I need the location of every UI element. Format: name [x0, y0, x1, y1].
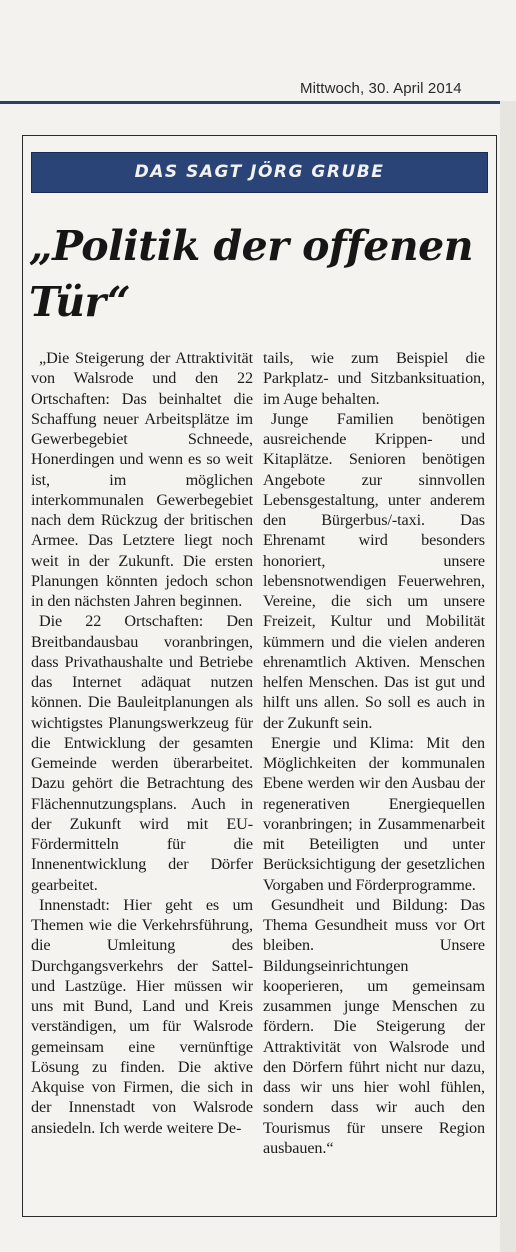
paragraph: „Die Steigerung der Attraktivität von Walsrode und den 22 Ortschaften: Das beinhaltet die Schaffung neuer Arbeitsplätze im Gewerbegebiet Schneede, Honerdingen und wenn es so weit ist, im möglichen interkommunalen Gewerbegebiet nach dem Rückzug der britischen Armee. Das Letztere liegt noch weit in der Zukunft. Die ersten Planungen könnten jedoch schon in den nächsten Jahren beginnen. [31, 349, 253, 610]
paragraph: Die 22 Ortschaften: Den Breitbandausbau voranbringen, dass Privathaushalte und Betriebe das Internet adäquat nutzen können. Die Bauleitplanungen als wichtigstes Planungswerkzeug für die Entwicklung der gesamten Gemeinde werden überarbeitet. Dazu gehört die Betrachtung des Flächennutzungsplans. Auch in der Zukunft wird mit EU-Fördermitteln für die Innenentwicklung der Dörfer gearbeitet. [31, 612, 253, 894]
paragraph: tails, wie zum Beispiel die Parkplatz- und Sitzbanksituation, im Auge behalten. [263, 349, 485, 408]
article-body [31, 348, 485, 1198]
paragraph: Energie und Klima: Mit den Möglichkeiten der kommunalen Ebene werden wir den Ausbau der regenerativen Energiequellen voranbringen; in Zusammenarbeit mit Beteiligten und unter Berücksichtigung der gesetzlichen Vorgaben und Förderprogramme. [263, 733, 485, 894]
article-box [22, 135, 497, 1217]
article-column-left [31, 348, 253, 1198]
article-column-right [263, 348, 485, 1198]
article-kicker: DAS SAGT JÖRG GRUBE [31, 152, 488, 193]
header-rule [0, 101, 500, 104]
paragraph: Junge Familien benötigen ausreichende Krippen- und Kitaplätze. Senioren benötigen Angebote zur sinnvollen Lebensgestaltung, unter anderem den Bürgerbus/-taxi. Das Ehrenamt wird besonders honoriert, unsere lebensnotwendigen Feuerwehren, Vereine, die sich um unsere Freizeit, Kultur und Mobilität kümmern und die vielen anderen ehrenamtlich Aktiven. Menschen helfen Menschen. Das ist gut und hilft uns allen. So soll es auch in der Zukunft sein. [263, 409, 485, 732]
issue-date: Mittwoch, 30. April 2014 [300, 80, 462, 97]
paragraph: Innenstadt: Hier geht es um Themen wie die Verkehrsführung, die Umleitung des Durchgangsverkehrs der Sattel- und Lastzüge. Hier müssen wir uns mit Bund, Land und Kreis verständigen, um für Walsrode gemeinsam eine vernünftige Lösung zu finden. Die aktive Akquise von Firmen, die sich in der Innenstadt von Walsrode ansiedeln. Ich werde weitere De- [31, 895, 253, 1137]
paragraph: Gesundheit und Bildung: Das Thema Gesundheit muss vor Ort bleiben. Unsere Bildungseinrichtungen kooperieren, um gemeinsam zusammen junge Menschen zu fördern. Die Steigerung der Attraktivität von Walsrode und den Dörfern führt nicht nur dazu, dass wir uns hier wohl fühlen, sondern dass wir auch den Tourismus für unsere Region ausbauen.“ [263, 895, 485, 1157]
article-headline: „Politik der offenen Tür“ [29, 222, 474, 326]
page-edge [500, 101, 516, 1252]
